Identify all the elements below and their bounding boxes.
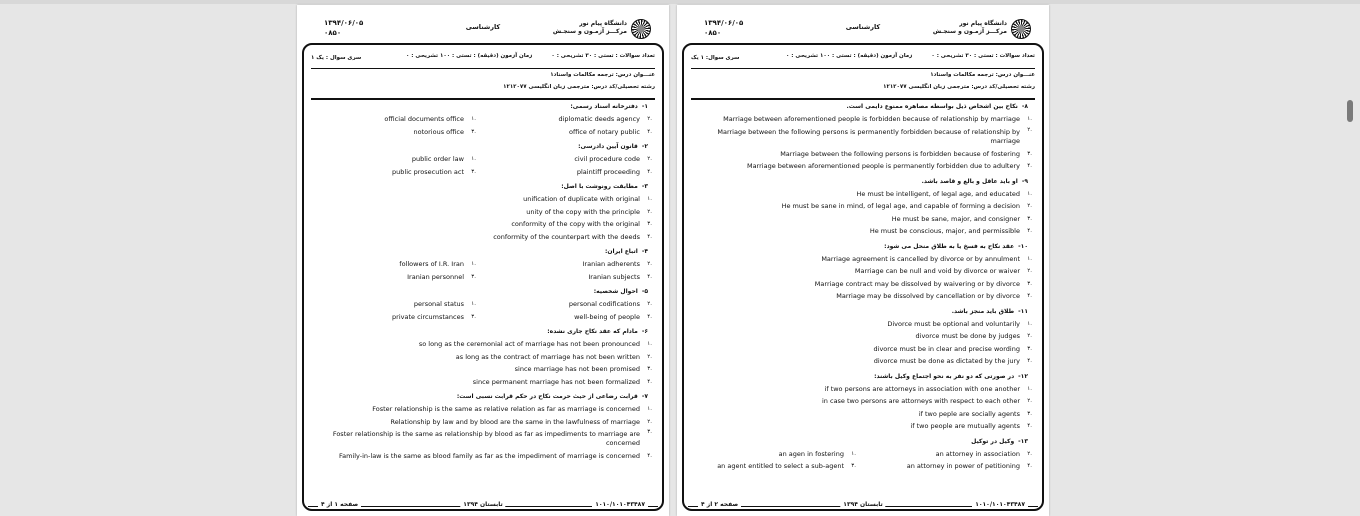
option-number: ۱.	[1027, 385, 1032, 392]
answer-option	[692, 126, 1034, 148]
option-text: private circumstances	[392, 312, 464, 321]
exam-code: ۰۸۵۰	[704, 29, 722, 37]
option-number: ۴.	[647, 168, 652, 175]
option-number: ۲.	[647, 261, 652, 267]
option-text: personal codifications	[568, 300, 640, 308]
question	[312, 326, 654, 388]
question-stem: طلاق باید منجز باشد.	[951, 307, 1015, 315]
answer-option	[312, 218, 654, 231]
option-text: public prosecution act	[392, 167, 464, 176]
field-code: رشته تحصیلی/کد درس: مترجمی زبان انگلیسی ۱۲۱۲۰۷۷	[503, 84, 655, 90]
university-line-2: مرکـــز آزمـون و سنجـش	[932, 28, 1007, 35]
option-text: Divorce must be optional and voluntarily	[887, 319, 1020, 328]
question-text	[312, 246, 648, 258]
answer-option	[692, 408, 1034, 421]
question	[312, 141, 654, 178]
option-text: Relationship by law and by blood are the same in the lawfulness of marriage	[390, 417, 640, 426]
option-text: an attorney in association	[935, 449, 1020, 458]
option-number: ۳.	[647, 366, 652, 372]
option-text: divorce must be done as dictated by the jury	[873, 357, 1020, 365]
option-number: ۱.	[471, 156, 476, 162]
option-number: ۴.	[647, 453, 652, 459]
field-code: رشته تحصیلی/کد درس: مترجمی زبان انگلیسی ۱۲۱۲۰۷۷	[883, 84, 1035, 90]
option-text: followers of I.R. Iran	[399, 260, 464, 268]
answer-option	[312, 126, 478, 139]
question-text	[692, 306, 1028, 318]
question-text	[692, 101, 1028, 113]
option-text: well-being of people	[574, 312, 640, 321]
answer-option	[488, 113, 654, 126]
question-stem: قرابت رضاعی از حیث حرمت نکاح در حکم قرابت نسبی است:	[456, 393, 638, 400]
answer-option	[692, 420, 1034, 433]
question	[692, 371, 1034, 433]
option-number: ۳.	[471, 313, 476, 320]
question	[692, 241, 1034, 303]
option-number: ۳.	[471, 168, 476, 175]
option-text: if two people are mutually agents	[910, 422, 1020, 430]
answer-option	[488, 126, 654, 139]
answer-options	[692, 188, 1034, 238]
option-text: conformity of the counterpart with the deeds	[493, 232, 640, 241]
footer-code: ۱۰۱۰/۱۰۱۰۴۳۴۸۷	[972, 501, 1028, 508]
option-text: if two persons are attorneys in association with one another	[824, 384, 1020, 393]
answer-option	[868, 460, 1034, 473]
answer-option	[312, 416, 654, 429]
exam-code: ۰۸۵۰	[324, 29, 342, 37]
question-number: ۷-	[641, 393, 648, 400]
option-number: ۴.	[1027, 463, 1032, 469]
answer-option	[312, 153, 478, 166]
answer-options	[312, 298, 654, 323]
answer-option	[692, 225, 1034, 238]
answer-options	[312, 403, 654, 463]
answer-option	[488, 298, 654, 311]
option-number: ۲.	[1027, 333, 1032, 339]
option-number: ۲.	[647, 156, 652, 162]
answer-option	[312, 231, 654, 244]
question-text	[692, 176, 1028, 188]
question-number: ۸-	[1021, 103, 1028, 110]
question-stem: اتباع ایران:	[605, 248, 638, 255]
question-text	[312, 181, 648, 193]
university-line-1: دانشگاه پیام نور	[579, 20, 627, 27]
option-text: He must be sane in mind, of legal age, and capable of forming a decision	[781, 202, 1020, 210]
option-text: Family-in-law is the same as blood family as far as the impediment of marriage is concerned	[338, 452, 640, 460]
question-stem: احوال شخصیه:	[593, 288, 638, 295]
question-stem: نکاح بین اشخاص ذیل بواسطه مصاهره ممنوع دایمی است.	[846, 103, 1018, 110]
page-header	[297, 5, 669, 45]
answer-options	[692, 383, 1034, 433]
answer-options	[692, 448, 1034, 473]
question	[692, 176, 1034, 238]
option-number: ۱.	[1027, 190, 1032, 197]
exam-date: ۱۳۹۴/۰۶/۰۵	[704, 19, 744, 27]
option-number: ۱.	[647, 341, 652, 347]
exam-time: زمان آزمون (دقیقه) : تستی : ۱۰۰ تشریحی : ۰	[786, 53, 913, 59]
option-text: an attorney in power of petitioning	[906, 462, 1020, 470]
answer-option	[312, 351, 654, 364]
option-number: ۳.	[647, 221, 652, 227]
university-line-2: مرکـــز آزمـون و سنجـش	[552, 28, 627, 35]
option-text: Marriage can be null and void by divorce or waiver	[854, 267, 1020, 275]
page-footer	[688, 501, 1038, 511]
exam-info-box	[691, 50, 1035, 99]
info-bottom-divider	[311, 98, 655, 100]
answer-option	[692, 290, 1034, 303]
question-text	[692, 371, 1028, 383]
question-number: ۱۱-	[1018, 307, 1028, 315]
question	[312, 286, 654, 323]
option-text: since permanent marriage has not been formalized	[472, 377, 640, 386]
option-text: an agen in fostering	[778, 449, 844, 458]
answer-option	[312, 338, 654, 351]
answer-option	[312, 403, 654, 416]
questions-body	[312, 101, 654, 495]
option-text: Marriage between the following persons is permanently forbidden because of relationship by marriage	[717, 127, 1020, 145]
page-header	[677, 5, 1049, 45]
question	[692, 436, 1034, 473]
answer-option	[692, 213, 1034, 226]
info-divider	[691, 68, 1035, 69]
question-text	[312, 286, 648, 298]
question-text	[312, 101, 648, 113]
exam-frame	[302, 43, 664, 511]
answer-option	[312, 298, 478, 311]
question-stem: در صورتی که دو نفر به نحو اجتماع وکیل باشند:	[874, 372, 1015, 380]
option-text: unification of duplicate with original	[523, 195, 640, 203]
option-text: office of notary public	[568, 127, 640, 136]
option-text: Marriage may be dissolved by cancellation or by divorce	[836, 292, 1020, 300]
option-number: ۱.	[647, 196, 652, 202]
question	[312, 101, 654, 138]
option-number: ۴.	[1027, 163, 1032, 169]
answer-option	[312, 193, 654, 206]
answer-option	[692, 200, 1034, 213]
option-number: ۱.	[647, 406, 652, 412]
option-text: in case two persons are attorneys with respect to each other	[822, 397, 1020, 405]
question-series: سری سوال: ۱ یک	[691, 55, 740, 61]
option-text: plaintiff proceeding	[576, 167, 640, 176]
vertical-scrollbar-thumb[interactable]	[1347, 100, 1353, 122]
question-stem: عقد نکاح به فسخ یا به طلاق منحل می شود:	[884, 242, 1015, 250]
option-text: public order law	[411, 155, 464, 163]
option-number: ۴.	[647, 313, 652, 320]
option-text: official documents office	[384, 115, 464, 123]
answer-option	[312, 450, 654, 463]
question-stem: او باید عاقل و بالغ و قاصد باشد.	[921, 177, 1018, 185]
question-number: ۴-	[641, 248, 648, 255]
page-footer	[308, 501, 658, 511]
answer-options	[312, 338, 654, 388]
question-text	[312, 391, 648, 403]
option-number: ۲.	[1027, 398, 1032, 404]
option-text: diplomatic deeds agency	[558, 115, 640, 123]
option-number: ۳.	[1027, 345, 1032, 352]
option-number: ۴.	[1027, 228, 1032, 234]
option-text: if two peple are socially agents	[918, 409, 1020, 418]
option-text: Foster relationship is the same as relationship by blood as far as impediments to marriage are concerned	[332, 430, 640, 447]
option-text: Iranian adherents	[582, 260, 640, 268]
question	[692, 306, 1034, 368]
option-number: ۱.	[471, 116, 476, 122]
option-number: ۲.	[647, 353, 652, 360]
option-text: an agent entitled to select a sub-agent	[717, 462, 844, 470]
option-number: ۱.	[851, 450, 856, 457]
answer-option	[692, 113, 1034, 126]
option-text: Marriage between aforementioned people is permanently forbidden due to adultery	[746, 162, 1020, 170]
option-text: Marriage between aforementioned people is forbidden because of relationship by marriage	[723, 115, 1020, 123]
option-number: ۳.	[471, 128, 476, 135]
university-line-1: دانشگاه پیام نور	[959, 20, 1007, 27]
option-number: ۱.	[471, 261, 476, 267]
question-stem: دفترخانه اسناد رسمی:	[570, 103, 638, 110]
question-text	[692, 436, 1028, 448]
option-text: Iranian personnel	[407, 272, 464, 281]
option-text: He must be intelligent, of legal age, and educated	[856, 189, 1020, 198]
question-stem: وکیل در توکیل	[971, 437, 1015, 445]
answer-option	[868, 448, 1034, 461]
option-number: ۳.	[1027, 150, 1032, 157]
answer-option	[312, 428, 654, 450]
course-title: عنـــوان درس: ترجمه مکالمات واسناد۱	[930, 72, 1035, 78]
answer-option	[488, 271, 654, 284]
question-number: ۱۲-	[1018, 372, 1028, 380]
info-bottom-divider	[691, 98, 1035, 100]
answer-option	[692, 383, 1034, 396]
question-text	[312, 326, 648, 338]
answer-option	[488, 153, 654, 166]
answer-options	[692, 318, 1034, 368]
answer-option	[692, 160, 1034, 173]
option-text: notorious office	[413, 127, 464, 136]
degree-level: کارشناسی	[845, 23, 881, 31]
option-number: ۲.	[1027, 203, 1032, 209]
degree-level: کارشناسی	[465, 23, 501, 31]
option-number: ۳.	[471, 273, 476, 280]
answer-option	[488, 311, 654, 324]
answer-option	[692, 318, 1034, 331]
exam-date-block	[704, 18, 743, 38]
footer-term: تابستان ۱۳۹۴	[460, 501, 505, 508]
option-text: as long as the contract of marriage has not been written	[455, 352, 640, 361]
answer-options	[312, 153, 654, 178]
question-number: ۶-	[641, 328, 648, 335]
option-text: Foster relationship is the same as relative relation as far as marriage is concerned	[372, 405, 640, 413]
answer-options	[692, 253, 1034, 303]
option-number: ۳.	[1027, 280, 1032, 287]
option-text: Marriage contract may be dissolved by waivering or by divorce	[814, 279, 1020, 288]
answer-option	[692, 395, 1034, 408]
footer-page-number: صفحه ۲ از ۴	[698, 501, 741, 508]
option-text: divorce must be in clear and precise wording	[873, 344, 1020, 353]
option-number: ۴.	[647, 273, 652, 280]
viewer-top-strip	[0, 0, 1360, 4]
option-number: ۲.	[647, 208, 652, 215]
question	[312, 246, 654, 283]
answer-option	[692, 148, 1034, 161]
option-number: ۳.	[647, 429, 652, 435]
option-text: divorce must be done by judges	[915, 332, 1020, 340]
answer-option	[692, 355, 1034, 368]
document-page-1	[297, 5, 669, 516]
answer-options	[312, 113, 654, 138]
option-text: He must be sane, major, and consigner	[891, 214, 1020, 223]
answer-option	[312, 206, 654, 219]
question-number: ۳-	[641, 183, 648, 190]
option-number: ۳.	[1027, 410, 1032, 417]
question	[312, 391, 654, 463]
answer-option	[312, 113, 478, 126]
answer-option	[312, 271, 478, 284]
option-number: ۲.	[647, 116, 652, 122]
exam-time: زمان آزمون (دقیقه) : تستی : ۱۰۰ تشریحی : ۰	[406, 53, 533, 59]
question	[312, 181, 654, 243]
option-number: ۱.	[471, 301, 476, 307]
option-text: Iranian subjects	[588, 272, 640, 281]
exam-frame	[682, 43, 1044, 511]
exam-info-box	[311, 50, 655, 99]
option-text: He must be conscious, major, and permissible	[869, 227, 1020, 235]
question-number: ۲-	[641, 143, 648, 150]
option-number: ۲.	[647, 301, 652, 307]
option-number: ۴.	[647, 233, 652, 240]
question	[692, 101, 1034, 173]
question-count: تعداد سوالات : تستی : ۳۰ تشریحی : ۰	[931, 53, 1035, 59]
question-stem: قانون آیین دادرسی:	[578, 143, 638, 150]
question-stem: مادام که عقد نکاح جاری نشده:	[547, 328, 638, 335]
answer-option	[312, 258, 478, 271]
question-number: ۵-	[641, 288, 648, 295]
option-text: conformity of the copy with the original	[511, 220, 640, 228]
option-number: ۱.	[1027, 320, 1032, 327]
option-number: ۴.	[1027, 293, 1032, 299]
option-number: ۲.	[647, 418, 652, 425]
option-number: ۴.	[647, 128, 652, 135]
answer-option	[312, 376, 654, 389]
option-number: ۲.	[1027, 450, 1032, 457]
document-page-2	[677, 5, 1049, 516]
option-number: ۱.	[1027, 255, 1032, 262]
option-number: ۴.	[647, 378, 652, 385]
exam-date: ۱۳۹۴/۰۶/۰۵	[324, 19, 364, 27]
question-number: ۱۳-	[1018, 437, 1028, 445]
answer-option	[692, 448, 858, 461]
answer-option	[692, 278, 1034, 291]
question-number: ۱۰-	[1018, 242, 1028, 250]
option-text: personal status	[413, 300, 464, 308]
course-title: عنـــوان درس: ترجمه مکالمات واسناد۱	[550, 72, 655, 78]
answer-options	[692, 113, 1034, 173]
answer-option	[692, 188, 1034, 201]
question-number: ۱-	[641, 103, 648, 110]
answer-option	[488, 166, 654, 179]
option-text: Marriage agreement is cancelled by divorce or by annulment	[821, 254, 1020, 263]
option-text: civil procedure code	[574, 155, 640, 163]
question-series: سری سوال : یک ۱	[311, 55, 362, 61]
answer-option	[312, 311, 478, 324]
answer-option	[488, 258, 654, 271]
exam-date-block	[324, 18, 363, 38]
option-number: ۴.	[1027, 358, 1032, 364]
option-text: Marriage between the following persons is forbidden because of fostering	[780, 149, 1020, 158]
question-count: تعداد سوالات : تستی : ۳۰ تشریحی : ۰	[551, 53, 655, 59]
option-number: ۲.	[1027, 268, 1032, 274]
answer-options	[312, 258, 654, 283]
question-text	[692, 241, 1028, 253]
option-number: ۴.	[1027, 423, 1032, 429]
footer-term: تابستان ۱۳۹۴	[840, 501, 885, 508]
answer-option	[312, 363, 654, 376]
answer-option	[692, 330, 1034, 343]
option-text: unity of the copy with the principle	[526, 207, 640, 216]
option-text: since marriage has not been promised	[514, 365, 640, 373]
option-number: ۱.	[1027, 116, 1032, 122]
answer-option	[692, 460, 858, 473]
answer-option	[692, 265, 1034, 278]
option-number: ۳.	[1027, 215, 1032, 222]
option-number: ۳.	[851, 463, 856, 469]
option-number: ۲.	[1027, 126, 1032, 133]
info-divider	[311, 68, 655, 69]
answer-option	[692, 253, 1034, 266]
questions-body	[692, 101, 1034, 495]
question-text	[312, 141, 648, 153]
option-text: so long as the ceremonial act of marriage has not been pronounced	[418, 340, 640, 348]
answer-option	[692, 343, 1034, 356]
footer-page-number: صفحه ۱ از ۴	[318, 501, 361, 508]
question-number: ۹-	[1021, 177, 1028, 185]
answer-option	[312, 166, 478, 179]
question-stem: مطابقت رونوشت با اصل:	[561, 183, 638, 190]
answer-options	[312, 193, 654, 243]
footer-code: ۱۰۱۰/۱۰۱۰۴۳۴۸۷	[592, 501, 648, 508]
